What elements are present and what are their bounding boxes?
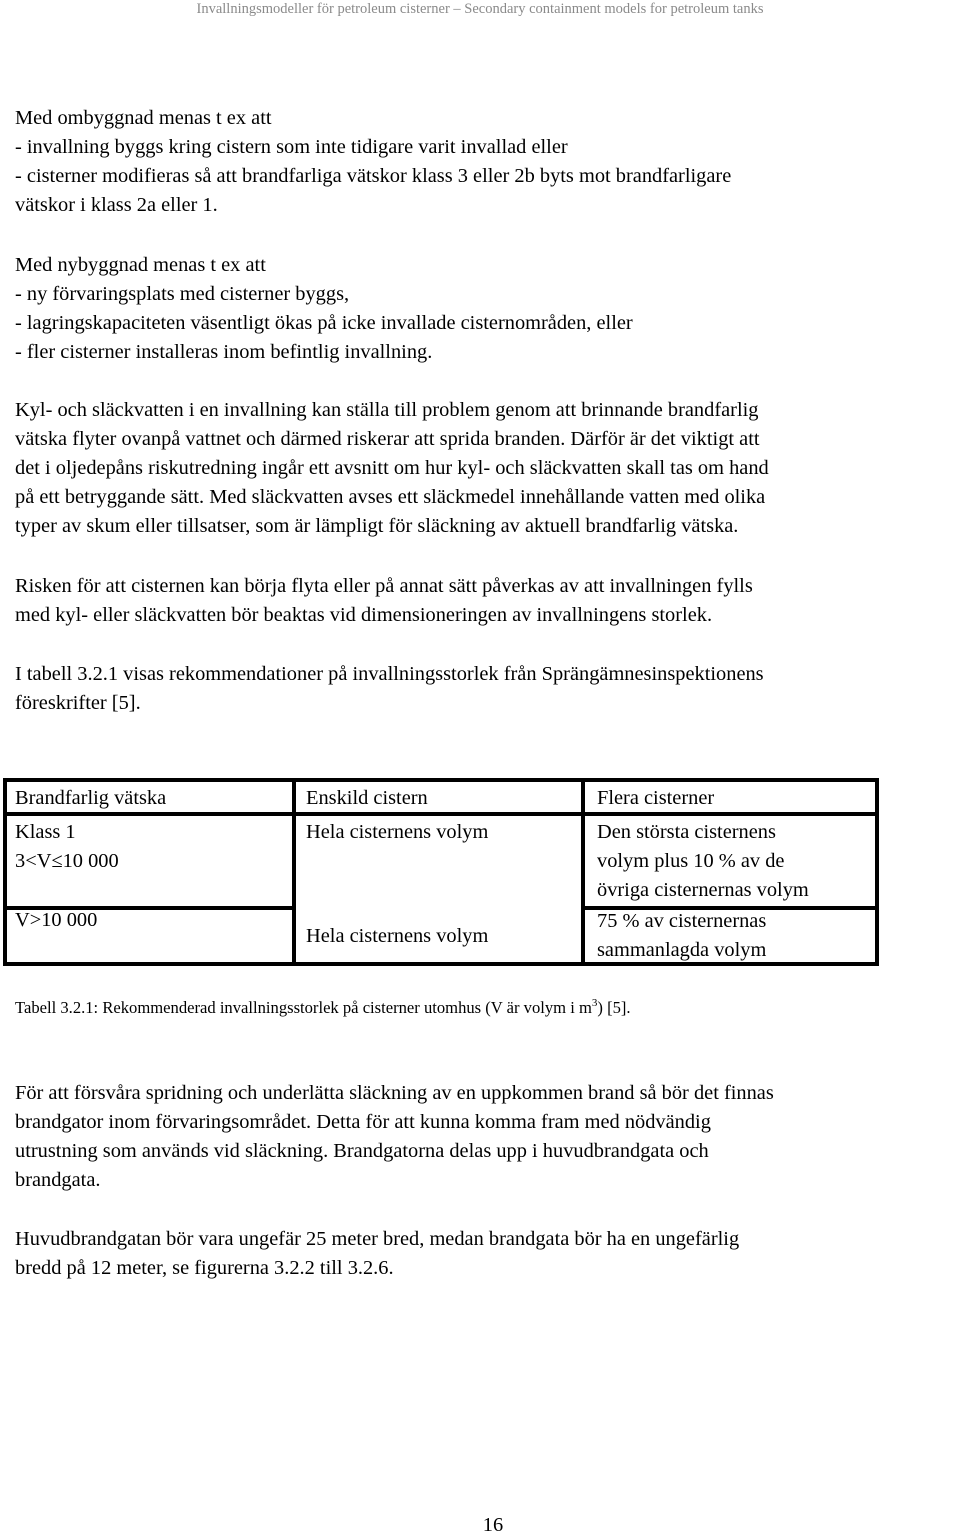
text-line: - lagringskapaciteten väsentligt ökas på icke invallade cisternområden, eller [15,312,633,334]
text-line: bredd på 12 meter, se figurerna 3.2.2 till 3.2.6. [15,1257,394,1279]
table-caption [15,997,631,1019]
text-line: För att försvåra spridning och underlätta släckning av en uppkommen brand så bör det finnas [15,1082,774,1104]
text-line: brandgata. [15,1169,101,1191]
caption-text-end: ) [5]. [597,998,631,1017]
invallning-table [3,778,879,966]
text-line: på ett betryggande sätt. Med släckvatten avses ett släckmedel innehållande vatten med olika [15,486,766,508]
text-line: - ny förvaringsplats med cisterner byggs, [15,283,350,305]
cell-line: volym plus 10 % av de [597,850,785,872]
text-line: Huvudbrandgatan bör vara ungefär 25 meter bred, medan brandgata bör ha en ungefärlig [15,1228,740,1250]
text-line: det i oljedepåns riskutredning ingår ett avsnitt om hur kyl- och släckvatten skall tas om hand [15,457,769,479]
paragraph-huvudbrandgata [15,1225,950,1283]
table-cell [306,818,488,847]
table-header-cell: Flera cisterner [597,787,715,809]
page-number: 16 [482,1514,504,1536]
text-line: - invallning byggs kring cistern som inte tidigare varit invallad eller [15,136,568,158]
text-line: vätska flyter ovanpå vattnet och därmed riskerar att sprida branden. Därför är det viktigt att [15,428,760,450]
text-line: Med nybyggnad menas t ex att [15,254,266,276]
table-cell [306,922,488,951]
cell-line: Hela cisternens volym [306,925,489,947]
text-line: brandgator inom förvaringsområdet. Detta för att kunna komma fram med nödvändig [15,1111,711,1133]
text-line: Med ombyggnad menas t ex att [15,107,272,129]
paragraph-kylvatten [15,396,950,541]
running-header: Invallningsmodeller för petroleum cisterner – Secondary containment models for petroleum tanks [196,1,764,17]
paragraph-nybyggnad [15,251,950,367]
table-rule [581,782,585,962]
table-cell [15,906,97,935]
text-line: med kyl- eller släckvatten bör beaktas vid dimensioneringen av invallningens storlek. [15,604,713,626]
paragraph-brandgator [15,1079,950,1195]
cell-line: V>10 000 [15,909,98,931]
table-rule [292,782,296,962]
paragraph-tabell-intro [15,660,950,718]
text-line: vätskor i klass 2a eller 1. [15,194,218,216]
cell-line: Hela cisternens volym [306,821,489,843]
text-line: - fler cisterner installeras inom befintlig invallning. [15,341,433,363]
caption-superscript: 3 [591,997,598,1009]
table-header-cell: Brandfarlig vätska [15,787,167,809]
cell-line: sammanlagda volym [597,939,767,961]
cell-line: Klass 1 [15,821,76,843]
text-line: Kyl- och släckvatten i en invallning kan ställa till problem genom att brinnande brandfarlig [15,399,759,421]
cell-line: Den största cisternens [597,821,776,843]
paragraph-ombyggnad [15,104,950,220]
table-header-cell: Enskild cistern [306,787,428,809]
cell-line: 3<V≤10 000 [15,850,119,872]
text-line: - cisterner modifieras så att brandfarliga vätskor klass 3 eller 2b byts mot brandfarligare [15,165,732,187]
caption-text: Tabell 3.2.1: Rekommenderad invallningsstorlek på cisterner utomhus (V är volym i m [15,998,592,1017]
table-cell [597,818,809,905]
paragraph-risken [15,572,950,630]
table-cell [597,907,766,965]
text-line: Risken för att cisternen kan börja flyta eller på annat sätt påverkas av att invallningen fylls [15,575,753,597]
table-cell [15,818,119,876]
cell-line: övriga cisternernas volym [597,879,809,901]
cell-line: 75 % av cisternernas [597,910,767,932]
text-line: I tabell 3.2.1 visas rekommendationer på invallningsstorlek från Sprängämnesinspektionens [15,663,764,685]
text-line: föreskrifter [5]. [15,692,141,714]
text-line: typer av skum eller tillsatser, som är lämpligt för släckning av aktuell brandfarlig vätska. [15,515,739,537]
text-line: utrustning som används vid släckning. Brandgatorna delas upp i huvudbrandgata och [15,1140,709,1162]
